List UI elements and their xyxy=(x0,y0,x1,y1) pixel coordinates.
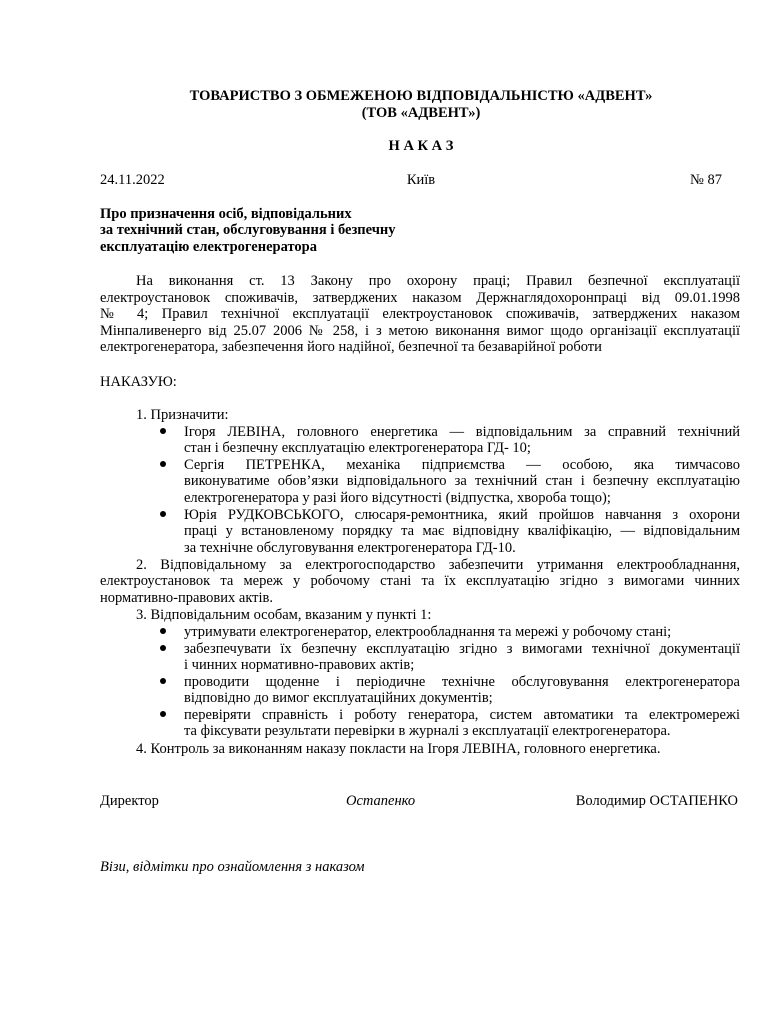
signatory-name: Володимир ОСТАПЕНКО xyxy=(575,793,738,809)
order-heading: НАКАЗУЮ: xyxy=(100,374,177,390)
company-short-name: (ТОВ «АДВЕНТ») xyxy=(361,105,481,121)
document-city: Київ xyxy=(406,172,436,188)
preamble-line: Мінпаливенерго від 25.07 2006 № 258, і з метою виконання вимог щодо організації експлуатації xyxy=(100,323,740,339)
bullet-icon xyxy=(160,457,168,465)
document-date: 24.11.2022 xyxy=(100,172,165,188)
item-3-title: 3. Відповідальним особам, вказаним у пункті 1: xyxy=(136,607,432,623)
item-1-title: 1. Призначити: xyxy=(136,407,229,423)
bullet-icon xyxy=(160,674,168,682)
subject-line: за технічний стан, обслуговування і безпечну xyxy=(100,222,396,238)
bullet-icon xyxy=(160,707,168,715)
bullet-icon xyxy=(160,641,168,649)
item-2-line: нормативно-правових актів. xyxy=(100,590,274,606)
handwritten-signature: Остапенко xyxy=(346,793,416,809)
preamble-line: № 4; Правил технічної експлуатації електроустановок споживачів, затверджених наказом xyxy=(100,306,740,322)
document-page: ТОВАРИСТВО З ОБМЕЖЕНОЮ ВІДПОВІДАЛЬНІСТЮ «АДВЕНТ» (ТОВ «АДВЕНТ») Н А К А З 24.11.2022 Київ № 87 Про призначення осіб, відповідальних за технічний стан, обслуговування і безпечну експлуатацію електрогенератора На виконання ст. 13 Закону про охорону праці; Правил безпечної експлуатації електроустановок споживачів, затверджених наказом Держнаглядохоронпраці від 09.01.1998 № 4; Правил технічної експлуатації електроустановок споживачів, затверджених наказом Мінпаливенерго від 25.07 2006 № 258, і з метою виконання вимог щодо організації експлуатації електрогенератора, забезпечення його надійної, безпечної та безаварійної роботи НАКАЗУЮ: 1. Призначити: Ігоря ЛЕВІНА, головного енергетика — відповідальним за справний технічний стан і безпечну експлуатацію електрогенератора ГД- 10; Сергія ПЕТРЕНКА, механіка підприємства — особою, яка тимчасово виконуватиме обов’язки відповідального за технічний стан і безпечну експлуатацію електрогенератора у разі його відсутності (відпустка, хвороба тощо); Юрія РУДКОВСЬКОГО, слюсаря-ремонтника, який пройшов навчання з охорони праці у встановленому порядку та має відповідну кваліфікацію, — відповідальним за технічне обслуговування електрогенератора ГД-10. 2. Відповідальному за електрогосподарство забезпечити утримання електрообладнання, електроустановок та мереж у робочому стані та їх експлуатацію згідно з вимогами чинних нормативно-правових актів. 3. Відповідальним особам, вказаним у пункті 1: утримувати електрогенератор, електрообладнання та мережі у робочому стані; забезпечувати їх безпечну експлуатацію згідно з вимогами технічної документації і чинних нормативно-правових актів; проводити щоденне і періодичне технічне обслуговування електрогенератора відповідно до вимог експлуатаційних документів; перевіряти справність і роботу генератора, систем автоматики та електромережі та фіксувати результати перевірки в журналі з експлуатації електрогенератора. 4. Контроль за виконанням наказу покласти на Ігоря ЛЕВІНА, головного енергетика. Директор Остапенко Володимир ОСТАПЕНКО Візи, відмітки про ознайомлення з наказом xyxy=(0,0,768,1024)
item-4-line: 4. Контроль за виконанням наказу покласти на Ігоря ЛЕВІНА, головного енергетика. xyxy=(136,741,661,757)
item-2-line: 2. Відповідальному за електрогосподарство забезпечити утримання електрообладнання, xyxy=(136,557,740,573)
item-2-line: електроустановок та мереж у робочому стані та їх експлуатацію згідно з вимогами чинних xyxy=(100,573,740,589)
signatory-position: Директор xyxy=(100,793,159,809)
bullet-icon xyxy=(160,624,168,632)
preamble-line: електрогенератора, забезпечення його надійної, безпечної та безаварійної роботи xyxy=(100,339,602,355)
document-type: Н А К А З xyxy=(388,138,454,154)
subject-line: Про призначення осіб, відповідальних xyxy=(100,206,352,222)
bullet-icon xyxy=(160,424,168,432)
subject-line: експлуатацію електрогенератора xyxy=(100,239,317,255)
preamble-line: На виконання ст. 13 Закону про охорону праці; Правил безпечної експлуатації xyxy=(136,273,740,289)
company-name: ТОВАРИСТВО З ОБМЕЖЕНОЮ ВІДПОВІДАЛЬНІСТЮ «АДВЕНТ» xyxy=(189,88,653,104)
acknowledgement-note: Візи, відмітки про ознайомлення з наказом xyxy=(100,859,365,875)
bullet-icon xyxy=(160,507,168,515)
preamble-line: електроустановок споживачів, затверджених наказом Держнаглядохоронпраці від 09.01.1998 xyxy=(100,290,740,306)
document-number: № 87 xyxy=(690,172,722,188)
